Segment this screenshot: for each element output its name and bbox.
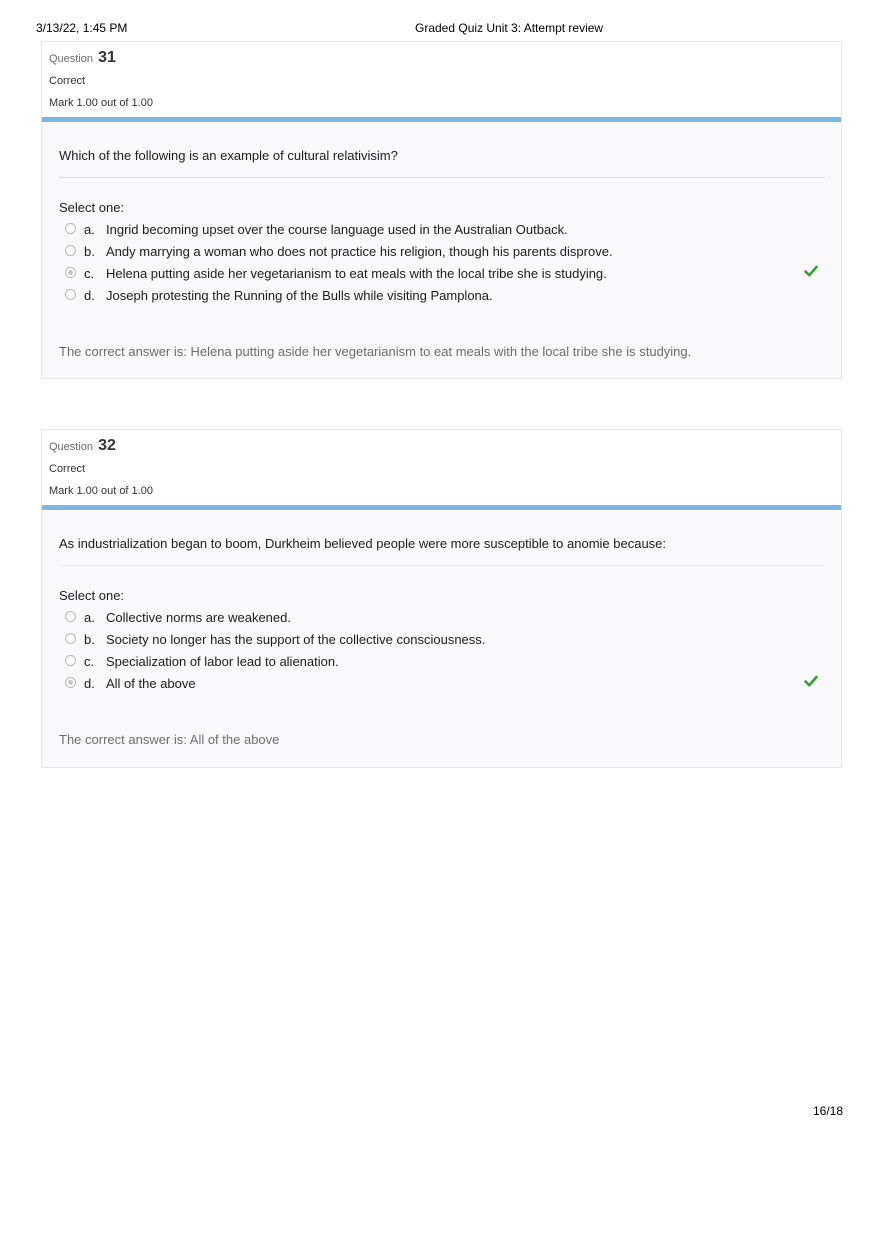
correct-check-icon bbox=[804, 674, 818, 688]
print-title: Graded Quiz Unit 3: Attempt review bbox=[415, 21, 604, 35]
answer-option-b[interactable] bbox=[65, 244, 825, 266]
select-prompt: Select one: bbox=[59, 588, 125, 603]
option-letter: b. bbox=[84, 632, 95, 647]
radio-button[interactable] bbox=[65, 245, 76, 256]
question-number-value: 32 bbox=[98, 437, 116, 454]
option-letter: a. bbox=[84, 610, 95, 625]
question-31-card bbox=[41, 41, 842, 379]
radio-button[interactable] bbox=[65, 611, 76, 622]
option-text: Specialization of labor lead to alienation. bbox=[106, 654, 339, 669]
print-header bbox=[36, 21, 844, 37]
answer-option-a[interactable] bbox=[65, 610, 825, 632]
divider bbox=[59, 177, 825, 178]
radio-button-selected[interactable] bbox=[65, 677, 76, 688]
question-state: Correct bbox=[49, 75, 86, 87]
option-letter: d. bbox=[84, 676, 95, 691]
question-label: Question bbox=[49, 441, 94, 453]
question-grade: Mark 1.00 out of 1.00 bbox=[49, 97, 153, 109]
radio-button-selected[interactable] bbox=[65, 267, 76, 278]
question-label: Question bbox=[49, 53, 94, 65]
question-text: Which of the following is an example of cultural relativisim? bbox=[59, 148, 398, 163]
page-number: 16/18 bbox=[812, 1104, 843, 1118]
right-answer-feedback: The correct answer is: Helena putting aside her vegetarianism to eat meals with the local tribe she is studying. bbox=[59, 344, 692, 359]
right-answer-feedback: The correct answer is: All of the above bbox=[59, 732, 280, 747]
print-date: 3/13/22, 1:45 PM bbox=[36, 21, 128, 35]
option-text: Collective norms are weakened. bbox=[106, 610, 291, 625]
question-info bbox=[42, 42, 841, 117]
radio-button[interactable] bbox=[65, 289, 76, 300]
question-info bbox=[42, 430, 841, 505]
correct-check-icon bbox=[804, 264, 818, 278]
option-letter: b. bbox=[84, 244, 95, 259]
option-text: Joseph protesting the Running of the Bulls while visiting Pamplona. bbox=[106, 288, 493, 303]
select-prompt: Select one: bbox=[59, 200, 125, 215]
option-text: All of the above bbox=[106, 676, 196, 691]
question-number-value: 31 bbox=[98, 49, 116, 66]
question-number bbox=[49, 437, 116, 455]
question-content bbox=[42, 510, 841, 767]
answer-options bbox=[65, 610, 825, 698]
answer-option-a[interactable] bbox=[65, 222, 825, 244]
question-state: Correct bbox=[49, 463, 86, 475]
option-text: Ingrid becoming upset over the course language used in the Australian Outback. bbox=[106, 222, 568, 237]
question-text: As industrialization began to boom, Durkheim believed people were more susceptible to anomie because: bbox=[59, 536, 667, 551]
radio-button[interactable] bbox=[65, 655, 76, 666]
divider bbox=[59, 565, 825, 566]
question-32-card bbox=[41, 429, 842, 768]
option-letter: d. bbox=[84, 288, 95, 303]
answer-options bbox=[65, 222, 825, 310]
answer-option-c[interactable] bbox=[65, 266, 825, 288]
option-letter: a. bbox=[84, 222, 95, 237]
radio-button[interactable] bbox=[65, 223, 76, 234]
radio-button[interactable] bbox=[65, 633, 76, 644]
answer-option-b[interactable] bbox=[65, 632, 825, 654]
option-letter: c. bbox=[84, 266, 95, 281]
option-text: Helena putting aside her vegetarianism to eat meals with the local tribe she is studying. bbox=[106, 266, 607, 281]
option-letter: c. bbox=[84, 654, 95, 669]
question-number bbox=[49, 49, 116, 67]
question-grade: Mark 1.00 out of 1.00 bbox=[49, 485, 153, 497]
option-text: Society no longer has the support of the collective consciousness. bbox=[106, 632, 486, 647]
question-content bbox=[42, 122, 841, 378]
option-text: Andy marrying a woman who does not practice his religion, though his parents disprove. bbox=[106, 244, 613, 259]
answer-option-d[interactable] bbox=[65, 676, 825, 698]
answer-option-c[interactable] bbox=[65, 654, 825, 676]
answer-option-d[interactable] bbox=[65, 288, 825, 310]
